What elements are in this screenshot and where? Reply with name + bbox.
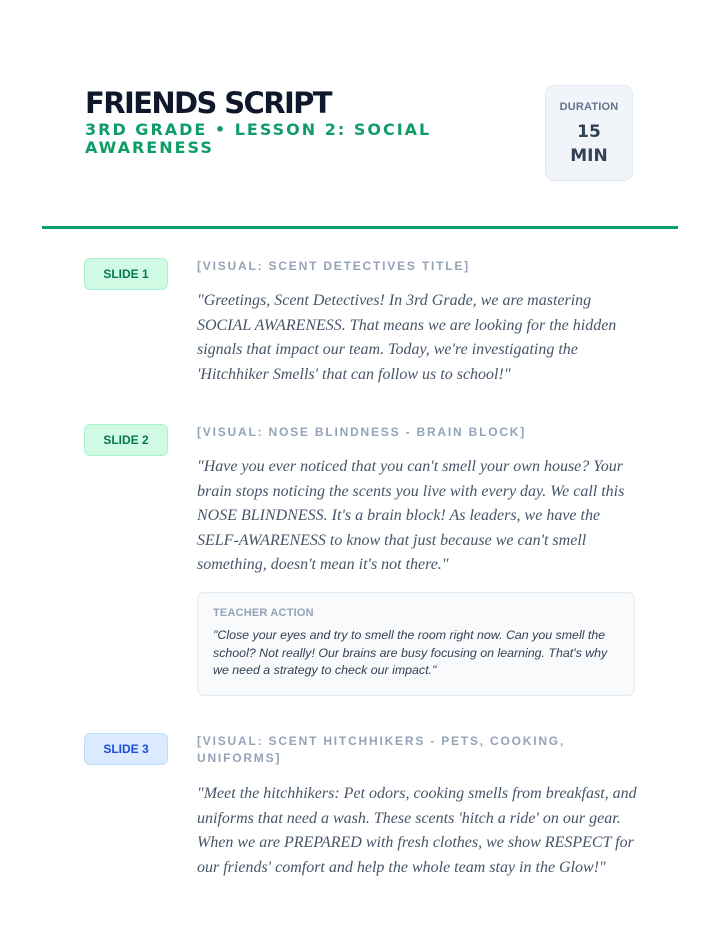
teacher-action-label: TEACHER ACTION: [213, 607, 314, 619]
lesson-subtitle: 3RD GRADE • LESSON 2: SOCIAL AWARENESS: [85, 120, 432, 157]
script-text: "Have you ever noticed that you can't smell your own house? Your brain stops noticing the scents you live with every day. We call this NOSE BLINDNESS. It's a brain block! As leaders, we have the SELF-AWARENESS to know that just because we can't smell something, doesn't mean it's not there.": [197, 458, 625, 574]
teacher-action-text: "Close your eyes and try to smell the room right now. Can you smell the school? Not really! Our brains are busy focusing on learning. That's why we need a strategy to check our impact.": [213, 628, 608, 677]
slide-badge: SLIDE 3: [84, 733, 168, 765]
visual-cue: [VISUAL: SCENT DETECTIVES TITLE]: [197, 259, 470, 273]
duration-label: DURATION: [559, 101, 619, 113]
slide-badge: SLIDE 2: [84, 424, 168, 456]
script-text: "Greetings, Scent Detectives! In 3rd Grade, we are mastering SOCIAL AWARENESS. That means we are looking for the hidden signals that impact our team. Today, we're investigating the 'Hitchhiker Smells' that can follow us to school!": [197, 292, 617, 383]
visual-cue: [VISUAL: NOSE BLINDNESS - BRAIN BLOCK]: [197, 425, 527, 439]
page-title: FRIENDS SCRIPT: [85, 86, 331, 120]
script-text: "Meet the hitchhikers: Pet odors, cooking smells from breakfast, and uniforms that need a wash. These scents 'hitch a ride' on our gear. When we are PREPARED with fresh clothes, we show RESPECT for our friends' comfort and help the whole team stay in the Glow!": [197, 785, 637, 876]
visual-cue: [VISUAL: SCENT HITCHHIKERS - PETS, COOKING, UNIFORMS]: [197, 734, 566, 765]
duration-card: [545, 85, 633, 181]
duration-value: 15 MIN: [570, 122, 608, 166]
header-divider: [42, 226, 678, 229]
slide-badge: SLIDE 1: [84, 258, 168, 290]
teacher-action-box: [197, 592, 635, 696]
